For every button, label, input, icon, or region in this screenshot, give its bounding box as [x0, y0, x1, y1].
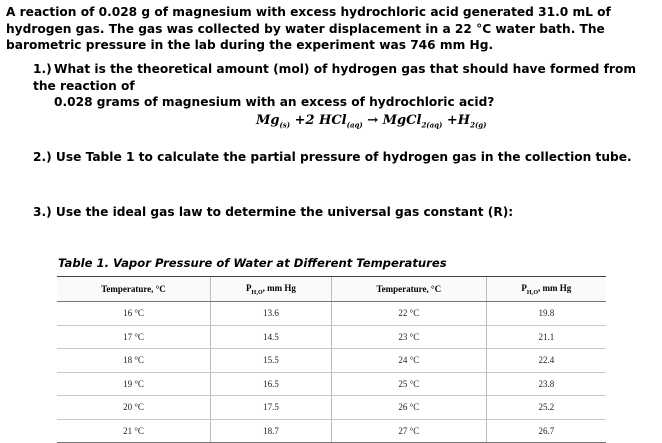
eq-hcl: +2 HCl — [294, 113, 347, 128]
eq-h2-state: 2(g) — [470, 120, 487, 130]
table-row — [57, 349, 606, 373]
table-cell: 17 °C — [57, 325, 210, 349]
table-cell: 23 °C — [331, 325, 486, 349]
header-pressure-1 — [210, 277, 331, 302]
header-p-unit: , mm Hg — [262, 282, 296, 293]
eq-arrow: → — [367, 113, 379, 128]
table-cell: 25 °C — [331, 372, 486, 396]
table-row — [57, 302, 606, 326]
vapor-pressure-table — [57, 276, 606, 443]
question-1-number: 1.) — [33, 62, 52, 76]
table-row — [57, 372, 606, 396]
table-cell: 24 °C — [331, 349, 486, 373]
eq-mg-state: (s) — [279, 120, 291, 130]
question-1-line-2: 0.028 grams of magnesium with an excess of hydrochloric acid? — [54, 95, 495, 109]
header-p-unit: , mm Hg — [538, 282, 572, 293]
table-cell: 26.7 — [486, 419, 606, 443]
header-p-symbol: P — [246, 282, 252, 293]
table-cell: 16 °C — [57, 302, 210, 326]
table-cell: 16.5 — [210, 372, 331, 396]
table-title: Table 1. Vapor Pressure of Water at Different Temperatures — [58, 256, 447, 270]
table-cell: 21.1 — [486, 325, 606, 349]
table-cell: 14.5 — [210, 325, 331, 349]
eq-h2: +H — [446, 113, 471, 128]
table-cell: 18 °C — [57, 349, 210, 373]
table-cell: 27 °C — [331, 419, 486, 443]
table-cell: 13.6 — [210, 302, 331, 326]
question-1 — [33, 61, 653, 111]
header-p-subscript: H₂O — [251, 289, 263, 296]
eq-mgcl-state: 2(aq) — [421, 120, 443, 130]
eq-mgcl: MgCl — [382, 113, 422, 128]
header-p-subscript: H₂O — [526, 289, 538, 296]
table-row — [57, 325, 606, 349]
table-cell: 21 °C — [57, 419, 210, 443]
eq-mg: Mg — [256, 113, 280, 128]
table-cell: 25.2 — [486, 396, 606, 420]
table-cell: 15.5 — [210, 349, 331, 373]
question-3: 3.) Use the ideal gas law to determine the universal gas constant (R): — [33, 205, 514, 219]
table-cell: 19.8 — [486, 302, 606, 326]
table-cell: 22.4 — [486, 349, 606, 373]
question-2: 2.) Use Table 1 to calculate the partial pressure of hydrogen gas in the collection tube. — [33, 150, 632, 164]
table-header-row — [57, 277, 606, 302]
table-cell: 18.7 — [210, 419, 331, 443]
header-temperature-2: Temperature, °C — [331, 277, 486, 302]
header-pressure-2 — [486, 277, 606, 302]
header-temperature-1: Temperature, °C — [57, 277, 210, 302]
table-cell: 23.8 — [486, 372, 606, 396]
reaction-equation — [256, 113, 486, 130]
table-cell: 20 °C — [57, 396, 210, 420]
eq-hcl-state: (aq) — [346, 120, 363, 130]
table-cell: 22 °C — [331, 302, 486, 326]
table-row — [57, 419, 606, 443]
header-p-symbol: P — [521, 282, 527, 293]
table-cell: 17.5 — [210, 396, 331, 420]
table-cell: 19 °C — [57, 372, 210, 396]
problem-intro: A reaction of 0.028 g of magnesium with excess hydrochloric acid generated 31.0 mL of hydrogen gas. The gas was collected by water displacement in a 22 °C water bath. The barometric pressure in the lab during the experiment was 746 mm Hg. — [6, 5, 611, 52]
question-1-line-1: What is the theoretical amount (mol) of hydrogen gas that should have formed from the reaction of — [33, 62, 637, 93]
table-row — [57, 396, 606, 420]
table-cell: 26 °C — [331, 396, 486, 420]
